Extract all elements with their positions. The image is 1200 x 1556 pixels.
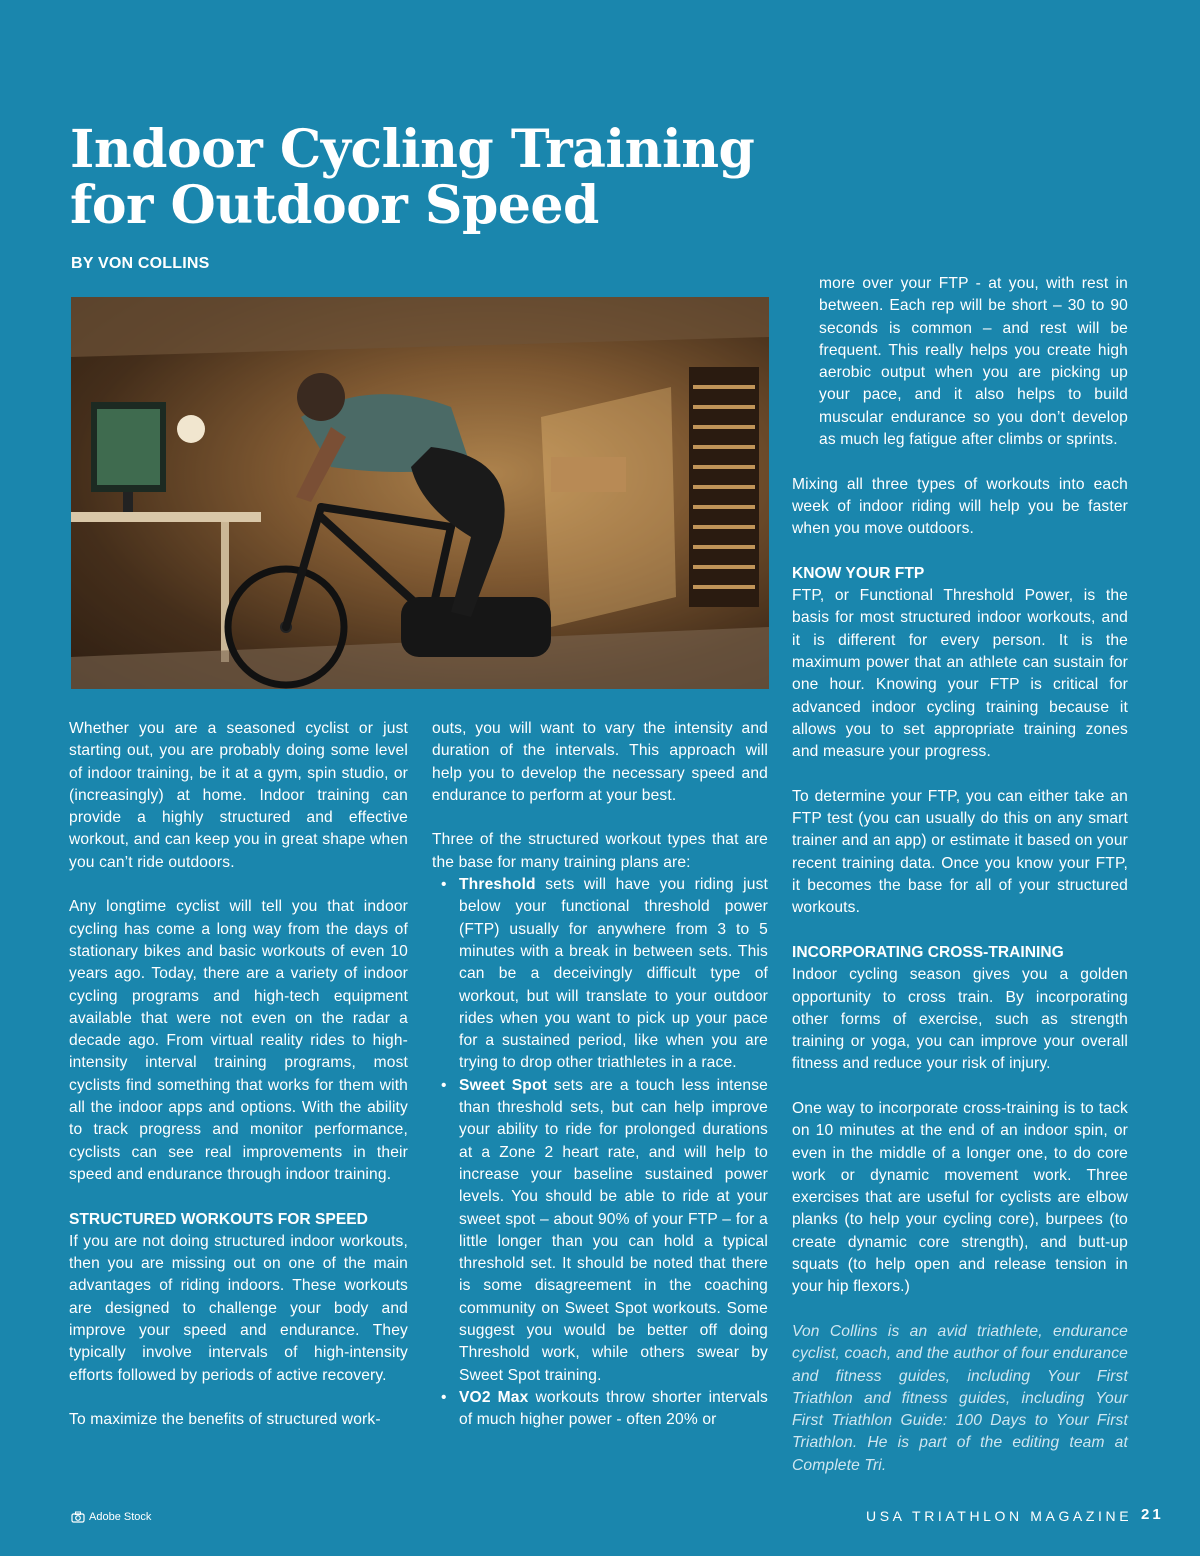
column-1: [69, 718, 408, 1454]
paragraph: Three of the structured workout types that are the base for many training plans are:: [432, 831, 768, 871]
paragraph: One way to incorporate cross-training is to tack on 10 minutes at the end of an indoor spin, or even in the middle of a longer one, to do core work or dynamic movement work. Three exercises that are useful for cyclists are elbow planks (to help your cycling core), burpees (to create dynamic core strength), and butt-up squats (to help open and release tension in your hip flexors.): [792, 1099, 1128, 1296]
bullet-continuation: more over your FTP - at you, with rest in between. Each rep will be short – 30 to 90 seconds is common – and rest will be frequent. This really helps you create high aerobic output when you are picking up your pace, and it also helps to build muscular endurance so you don’t develop as much leg fatigue after climbs or sprints.: [819, 275, 1128, 449]
author-bio: Von Collins is an avid triathlete, endurance cyclist, coach, and the author of four endurance and fitness guides, including Your First Triathlon and fitness guides, including Your First Triathlon Guide: 100 Days to Your First Triathlon. He is part of the editing team at Complete Tri.: [792, 1322, 1128, 1474]
bullet-term: Sweet Spot: [459, 1076, 547, 1094]
page-number: 21: [1141, 1506, 1164, 1523]
bullet-term: VO2 Max: [459, 1388, 529, 1406]
paragraph: Any longtime cyclist will tell you that indoor cycling has come a long way from the days of stationary bikes and basic workouts of even 10 years ago. Today, there are a variety of indoor cycling programs and high-tech equipment available that were not even on the radar a decade ago. From virtual reality rides to high-intensity interval training programs, most cyclists find something that works for them with all the indoor apps and options. With the ability to track progress and monitor performance, cyclists can see real improvements in their speed and endurance through indoor training.: [69, 898, 408, 1183]
paragraph: FTP, or Functional Threshold Power, is the basis for most structured indoor workouts, and it is different for every person. It is the maximum power that an athlete can sustain for one hour. Knowing your FTP is critical for advanced indoor cycling training because it allows you to set appropriate training zones and measure your progress.: [792, 587, 1128, 761]
cyclist-photo: [71, 297, 769, 689]
bullet-text: sets will have you riding just below your functional threshold power (FTP) usually for anywhere from 3 to 5 minutes with a break in between sets. This can be a deceivingly difficult type of workout, but will translate to your outdoor rides when you want to pick up your pace for a sustained period, like when you are trying to drop other triathletes in a race.: [459, 876, 768, 1072]
photo-credit: [71, 1511, 151, 1523]
article-title: [70, 119, 755, 236]
column-2: [432, 718, 768, 1432]
camera-icon: [71, 1511, 85, 1523]
photo-illustration: [71, 297, 769, 689]
paragraph: Indoor cycling season gives you a golden opportunity to cross train. By incorporating other forms of exercise, such as strength training or yoga, you can improve your overall fitness and reduce your risk of injury.: [792, 966, 1128, 1073]
bullet-term: Threshold: [459, 876, 536, 894]
column-3: [792, 273, 1128, 1499]
paragraph: Whether you are a seasoned cyclist or just starting out, you are probably doing some level of indoor training, be it at a gym, spin studio, or (increasingly) at home. Indoor training can provide a highly structured and effective workout, and can keep you in great shape when you can’t ride outdoors.: [69, 720, 408, 871]
title-line-2: for Outdoor Speed: [70, 175, 599, 236]
section-heading: KNOW YOUR FTP: [792, 564, 925, 582]
bullet-text: workouts throw shorter intervals of much higher power - often 20% or: [459, 1388, 768, 1429]
photo-credit-text: Adobe Stock: [89, 1511, 152, 1523]
section-heading: INCORPORATING CROSS-TRAINING: [792, 943, 1064, 961]
byline: BY VON COLLINS: [71, 255, 210, 272]
workout-types-list: [432, 874, 768, 1431]
title-line-1: Indoor Cycling Training: [70, 119, 755, 180]
paragraph: outs, you will want to vary the intensity and duration of the intervals. This approach will help you to develop the necessary speed and endurance to perform at your best.: [432, 720, 768, 804]
list-item: [432, 874, 768, 1075]
paragraph: To determine your FTP, you can either take an FTP test (you can usually do this on any smart trainer and an app) or estimate it based on your recent training data. Once you know your FTP, it becomes the base for all of your structured workouts.: [792, 787, 1128, 917]
bullet-text: sets are a touch less intense than threshold sets, but can help improve your ability to ride for prolonged durations at a Zone 2 heart rate, and will help to increase your baseline sustained power levels. You should be able to ride at your sweet spot – about 90% of your FTP – for a little longer than you can hold a typical threshold set. It should be noted that there is some disagreement in the coaching community on Sweet Spot workouts. Some suggest you would be better off doing Threshold work, while others swear by Sweet Spot training.: [459, 1076, 769, 1384]
paragraph: Mixing all three types of workouts into each week of indoor riding will help you be faster when you move outdoors.: [792, 475, 1128, 538]
list-item: [432, 1075, 768, 1387]
section-heading: STRUCTURED WORKOUTS FOR SPEED: [69, 1210, 368, 1228]
magazine-name: USA TRIATHLON MAGAZINE: [866, 1508, 1133, 1524]
paragraph: To maximize the benefits of structured work-: [69, 1411, 381, 1429]
paragraph: If you are not doing structured indoor workouts, then you are missing out on one of the main advantages of riding indoors. These workouts are designed to challenge your body and improve your speed and endurance. They typically involve intervals of high-intensity efforts followed by periods of active recovery.: [69, 1232, 408, 1384]
list-item: [432, 1387, 768, 1432]
